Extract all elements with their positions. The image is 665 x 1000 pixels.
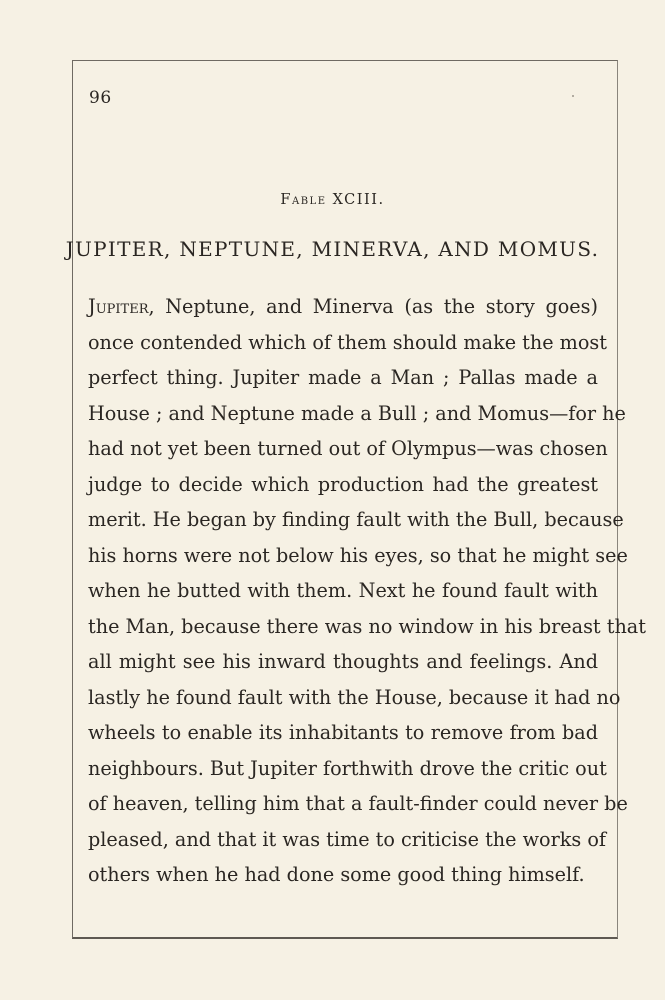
text-line-content: , Neptune, and Minerva (as the story goes) bbox=[148, 295, 598, 318]
text-line: the Man, because there was no window in his breast that bbox=[88, 614, 646, 638]
fable-number: Fable XCIII. bbox=[280, 192, 385, 208]
text-line: perfect thing. Jupiter made a Man ; Pallas made a bbox=[88, 366, 598, 389]
text-line: House ; and Neptune made a Bull ; and Momus—for he bbox=[88, 401, 626, 425]
text-line: neighbours. But Jupiter forthwith drove the critic out bbox=[88, 756, 607, 780]
text-line bbox=[88, 289, 598, 325]
text-line: others when he had done some good thing himself. bbox=[88, 863, 585, 886]
lead-word: Jupiter bbox=[88, 295, 149, 318]
text-line: had not yet been turned out of Olympus—was chosen bbox=[88, 437, 608, 460]
page-number: 96 bbox=[89, 88, 112, 108]
text-line: merit. He began by finding fault with the Bull, because bbox=[88, 508, 624, 531]
fable-title: JUPITER, NEPTUNE, MINERVA, AND MOMUS. bbox=[65, 237, 600, 261]
text-line: judge to decide which production had the greatest bbox=[88, 472, 598, 496]
text-line: when he butted with them. Next he found fault with bbox=[88, 579, 598, 602]
text-line: lastly he found fault with the House, because it had no bbox=[88, 685, 621, 709]
text-line: pleased, and that it was time to criticise the works of bbox=[88, 827, 606, 851]
text-line: wheels to enable its inhabitants to remove from bad bbox=[88, 721, 598, 744]
paper-speck bbox=[572, 95, 574, 97]
fable-body bbox=[88, 289, 646, 893]
text-line: once contended which of them should make the most bbox=[88, 330, 607, 354]
text-line: his horns were not below his eyes, so that he might see bbox=[88, 543, 628, 567]
text-line: all might see his inward thoughts and feelings. And bbox=[88, 650, 598, 673]
text-line: of heaven, telling him that a fault-finder could never be bbox=[88, 792, 628, 815]
